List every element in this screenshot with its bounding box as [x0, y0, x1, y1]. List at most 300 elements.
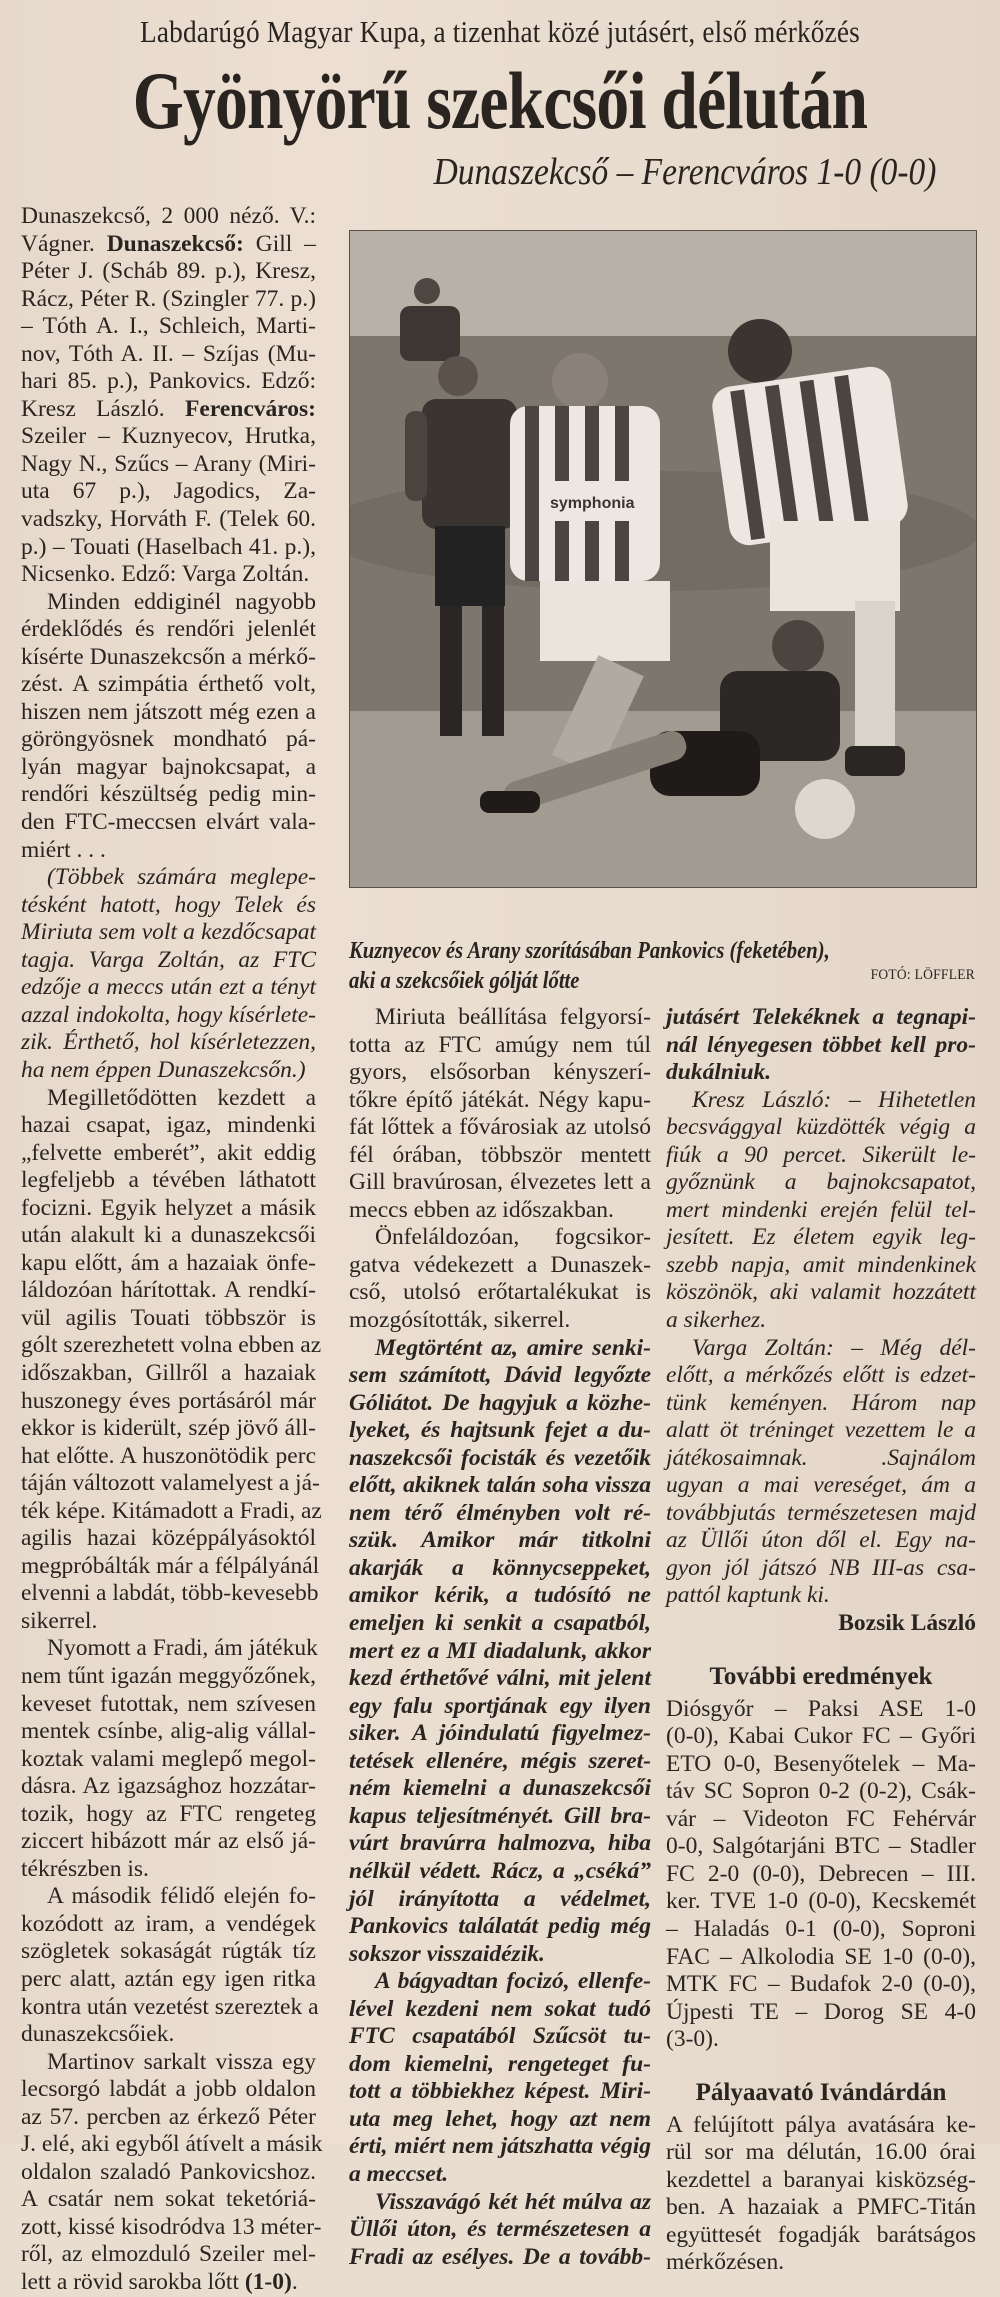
text-run: tozik, hogy az FTC rengeteg	[21, 1800, 316, 1827]
text-run: mert ez a MI diadalunk, akkor	[349, 1637, 651, 1664]
result-line: 0-0, Salgótarjáni BTC – Stadler	[666, 1833, 976, 1860]
article-line	[349, 1720, 651, 1748]
text-run: nem tűnt igazán meggyőzőnek,	[21, 1662, 316, 1689]
article-line	[349, 1335, 651, 1363]
text-run: fiúk a 90 percet. Sikerült le-	[666, 1141, 976, 1168]
text-run: a sikerhez.	[666, 1307, 767, 1334]
article-line	[349, 2216, 651, 2244]
text-run: meccs ebben az időszakban.	[349, 1196, 614, 1223]
text-run: hiszen nem játszott még ezen a	[21, 698, 316, 725]
article-line	[349, 1775, 651, 1803]
article-line	[21, 258, 316, 286]
text-run: kísérte Dunaszekcsőn a mérkő-	[21, 643, 316, 670]
result-line: (0-0), Kabai Cukor FC – Győri	[666, 1723, 976, 1750]
article-line	[349, 1858, 651, 1886]
result-line: FC 2-0 (0-0), Debrecen – III.	[666, 1860, 976, 1887]
article-byline: Bozsik László	[838, 1610, 976, 1637]
text-run: sem számított, Dávid legyőzte	[349, 1362, 651, 1389]
article-line	[21, 1993, 319, 2022]
article-line	[349, 1500, 651, 1528]
text-run: mentek csínbe, alig-alig vállal-	[21, 1718, 316, 1745]
article-line	[21, 1415, 316, 1443]
article-line	[21, 1029, 316, 1057]
article-line	[21, 1388, 316, 1416]
article-line	[349, 2051, 651, 2079]
article-line	[21, 1663, 316, 1691]
text-run: tünk keményen. Három nap	[666, 1389, 976, 1416]
football	[795, 779, 855, 839]
text-run: tagja. Varga Zoltán, az FTC	[21, 946, 316, 973]
article-line	[666, 1582, 976, 1610]
article-line	[21, 1195, 316, 1223]
text-run: Martinov sarkalt vissza egy	[47, 2048, 316, 2075]
stadium-line: A felújított pálya avatására ke-	[666, 2111, 976, 2138]
article-line	[21, 1277, 316, 1305]
text-run: zést. A szimpátia érthető volt,	[21, 671, 316, 698]
text-run: Kresz László.	[21, 395, 186, 422]
article-line	[21, 2186, 316, 2214]
text-run: emeljen ki senkit a csapatból,	[349, 1610, 651, 1637]
section-spacer	[666, 1638, 976, 1652]
photo-caption-line-2: aki a szekcsőiek gólját lőtte	[349, 968, 580, 994]
text-run: szebb napja, amit mindenkinek	[666, 1251, 976, 1278]
text-run: érdeklődés és rendőri jelenlét	[21, 616, 316, 643]
article-line	[21, 2049, 316, 2077]
article-line	[21, 203, 316, 231]
article-line	[21, 699, 316, 727]
text-run: cső, utolsó erőtartalékukat is	[349, 1279, 651, 1306]
article-line	[349, 1279, 651, 1307]
article-line	[21, 644, 316, 672]
text-run: focizni. Egyik helyzet a másik	[21, 1194, 316, 1221]
article-line	[21, 1305, 316, 1333]
article-line	[666, 1197, 976, 1225]
text-run: Nagy N., Szűcs – Arany (Miri-	[21, 450, 316, 477]
article-line	[21, 1608, 316, 1636]
article-line	[21, 974, 316, 1002]
match-photo	[349, 230, 977, 888]
article-line	[666, 1004, 976, 1032]
text-run: győznünk a bajnokcsapatot,	[666, 1169, 976, 1196]
text-run: tékrészben is.	[21, 1855, 149, 1882]
text-run: gyors, elsősorban kényszerí-	[349, 1059, 651, 1086]
text-run: nem térő élményben volt ré-	[349, 1499, 651, 1526]
article-line	[666, 1169, 976, 1197]
article-line	[349, 2023, 651, 2051]
text-run: ték képe. Kitámadott a Fradi, az	[21, 1497, 322, 1524]
article-line	[349, 1417, 651, 1445]
article-line	[21, 561, 316, 589]
article-line	[349, 1665, 651, 1693]
text-run: Vágner.	[21, 230, 107, 257]
article-line	[21, 534, 316, 562]
text-run: edzője a meccs után ezt a tényt	[21, 974, 316, 1001]
text-run: vadszky, Horváth F. (Telek 60.	[21, 506, 316, 533]
article-line	[21, 726, 316, 754]
article-line	[21, 1497, 322, 1526]
article-line	[349, 2133, 651, 2161]
text-run: azzal indokolta, hogy kísérlete-	[21, 1001, 316, 1028]
article-line	[349, 2106, 651, 2134]
photo-caption-line-1: Kuznyecov és Arany szorításában Pankovics (feketében),	[349, 938, 830, 964]
text-run: FTC csapatából Szűcsöt tu-	[349, 2023, 651, 2050]
article-line	[349, 2078, 651, 2106]
article-line	[666, 1527, 976, 1555]
article-line	[21, 1718, 316, 1746]
text-run: lyán magyar bajnokcsapat, a	[21, 753, 316, 780]
text-run: kozódott az iram, a vendégek	[21, 1910, 316, 1937]
text-run: zik. Érthető, hol kísérletezzen,	[21, 1029, 316, 1056]
article-line	[21, 1470, 320, 1498]
text-run: p.) – Touati (Haselbach 41. p.),	[21, 533, 316, 560]
result-line: ETO 0-0, Besenyőtelek – Ma-	[666, 1750, 976, 1777]
article-line	[21, 2241, 316, 2269]
article-line	[21, 423, 316, 451]
article-line	[21, 1773, 316, 1801]
text-run: Miriuta sem volt a kezdőcsapat	[21, 919, 316, 946]
text-run: becsvággyal küzdötték végig a	[666, 1114, 976, 1141]
article-line	[21, 506, 316, 534]
text-run: dásra. Az igazsághoz hozzátar-	[21, 1773, 316, 1800]
jersey-sponsor-text: symphonia	[550, 495, 635, 512]
article-line	[666, 1362, 976, 1390]
text-run: köszönök, aki valamit hozzátett	[666, 1279, 976, 1306]
article-column-1	[21, 203, 323, 2297]
result-line: – Haladás 0-1 (0-0), Soproni	[666, 1915, 976, 1942]
text-run: Pankovics találatát pedig még	[349, 1913, 651, 1940]
bold-text-run: Dunaszekcső:	[106, 230, 244, 257]
text-run: – Tóth A. I., Schleich, Marti-	[21, 313, 316, 340]
article-line	[21, 1222, 316, 1250]
article-line	[21, 2269, 316, 2297]
article-line	[21, 1167, 316, 1195]
text-run: ha nem éppen Dunaszekcsőn.)	[21, 1056, 306, 1083]
text-run: gyon jól játszó NB III-as csa-	[666, 1554, 976, 1581]
article-line	[21, 1856, 316, 1884]
article-line	[21, 2131, 323, 2159]
article-line	[349, 1582, 651, 1610]
article-line	[21, 2021, 316, 2049]
text-run: akarják a könnycseppeket,	[349, 1554, 651, 1581]
article-line	[349, 1527, 651, 1555]
article-line	[21, 1746, 316, 1774]
text-run: mozgósították, sikerrel.	[349, 1307, 571, 1334]
text-run: kezd érthetővé válni, mit jelent	[349, 1665, 651, 1692]
result-line: táv SC Sopron 0-2 (0-2), Csák-	[666, 1778, 976, 1805]
text-run: Megtörtént az, amire senki-	[375, 1334, 651, 1361]
text-run: kapus teljesítményét. Gill bra-	[349, 1802, 651, 1829]
article-line	[21, 478, 316, 506]
text-run: amikor kérik, a tudósító ne	[349, 1582, 651, 1609]
text-run: Nicsenko. Edző: Varga Zoltán.	[21, 561, 310, 588]
article-line	[349, 1610, 651, 1638]
article-line	[21, 1250, 316, 1278]
article-line	[349, 1390, 651, 1418]
article-column-3	[666, 1004, 976, 2277]
text-run: tőkre építő játékát. Négy kapu-	[349, 1086, 651, 1113]
text-run: szögletek sokaságát rúgták tíz	[21, 1938, 316, 1965]
article-line	[21, 1635, 316, 1663]
text-run: kapu előtt, ám a hazaiak önfe-	[21, 1249, 316, 1276]
text-run: .	[291, 2269, 298, 2296]
text-run: Kresz László: – Hihetetlen	[692, 1086, 976, 1113]
article-line	[21, 589, 316, 617]
text-run: tott a többiekhez képest. Miri-	[349, 2078, 651, 2105]
text-run: J. elé, aki egyből átívelt a másik	[21, 2131, 323, 2158]
text-run: pattól kaptunk ki.	[666, 1582, 830, 1609]
article-line	[349, 1830, 651, 1858]
text-run: lével kezdeni nem sokat tudó	[349, 1995, 651, 2022]
article-line	[666, 1087, 976, 1115]
text-run: A csatár nem sokat teketóriá-	[21, 2186, 316, 2213]
text-run: jesített. Ez életem egyik leg-	[666, 1224, 976, 1251]
referee-figure	[422, 399, 517, 529]
article-line	[666, 1252, 976, 1280]
article-line	[21, 809, 316, 837]
article-line	[349, 2161, 651, 2189]
results-section-title: További eredmények	[709, 1662, 933, 1690]
article-line	[21, 231, 316, 259]
article-line	[21, 341, 316, 369]
article-line	[21, 1938, 316, 1966]
text-run: keveset futottak, nem szívesen	[21, 1690, 316, 1717]
article-line	[21, 1332, 322, 1360]
text-run: előtt, akiknek talán soha vissza	[349, 1472, 651, 1499]
article-line	[349, 1197, 651, 1225]
text-run: den FTC-meccsen elvárt vala-	[21, 809, 316, 836]
result-line: vár – Videoton FC Fehérvár	[666, 1805, 976, 1832]
text-run: Rácz, Péter R. (Szingler 77. p.)	[21, 285, 316, 312]
text-run: szük. Amikor már titkolni	[349, 1527, 651, 1554]
article-line	[349, 1941, 651, 1969]
result-line: Diósgyőr – Paksi ASE 1-0	[666, 1695, 976, 1722]
text-run: sokszor visszaidézik.	[349, 1940, 545, 1967]
article-line	[21, 313, 316, 341]
stadium-line: rül sor ma délután, 16.00 órai	[666, 2139, 976, 2166]
article-line	[666, 1114, 976, 1142]
result-line: ker. TVE 1-0 (0-0), Kecskemét	[666, 1888, 976, 1915]
text-run: naszekcsői focisták és vezetőik	[349, 1444, 651, 1471]
article-line	[349, 1224, 651, 1252]
article-line	[21, 451, 316, 479]
text-run: kontra után vezetést szereztek a	[21, 1993, 319, 2020]
article-line	[21, 2076, 316, 2104]
text-run: az 57. percben az érkező Péter	[21, 2103, 316, 2130]
text-run: A második félidő elején fo-	[47, 1883, 316, 1910]
text-run: játékosaimnak. .Sajnálom	[666, 1444, 976, 1471]
text-run: Minden eddiginél nagyobb	[47, 588, 316, 615]
text-run: láldozóan hárítottak. A rendkí-	[21, 1277, 316, 1304]
article-line	[349, 1087, 651, 1115]
bold-text-run: Ferencváros:	[185, 395, 316, 422]
text-run: ziccert hibázott már az első já-	[21, 1828, 316, 1855]
text-run: koztak valami meglepő megol-	[21, 1745, 316, 1772]
text-run: „felvette emberét”, akit eddig	[21, 1139, 316, 1166]
text-run: Miriuta beállítása felgyorsí-	[375, 1004, 651, 1030]
text-run: hari 85. p.), Pankovics. Edző:	[21, 368, 316, 395]
text-run: előtt, a mérkőzés előtt is edzet-	[666, 1362, 976, 1389]
text-run: vúrt bravúrra halmozva, hiba	[349, 1830, 651, 1857]
text-run: fát lőttek a fővárosiak az utolsó	[349, 1114, 651, 1141]
article-line	[666, 1059, 976, 1087]
article-line	[349, 1142, 651, 1170]
text-run: hazai csapat, igaz, mindenki	[21, 1112, 316, 1139]
text-run: alatt öt tréninget vezettem le a	[666, 1417, 976, 1444]
stadium-section-title: Pályaavató Ivándárdán	[695, 2078, 947, 2106]
article-line	[349, 1968, 651, 1996]
text-run: Szeiler – Kuznyecov, Hrutka,	[21, 423, 316, 450]
result-line: (3-0).	[666, 2026, 719, 2053]
article-line	[21, 1057, 316, 1085]
text-run: táján változott valamelyest a já-	[21, 1470, 320, 1497]
article-line	[21, 1002, 316, 1030]
article-line	[21, 2104, 316, 2132]
result-line: Újpesti TE – Dorog SE 4-0	[666, 1998, 976, 2025]
photo-credit: FOTÓ: LÖFFLER	[870, 967, 975, 983]
text-run: dukálniuk.	[666, 1059, 772, 1086]
article-line	[349, 1803, 651, 1831]
text-run: perc alatt, aztán egy igen ritka	[21, 1966, 316, 1992]
article-line	[21, 1443, 316, 1471]
article-line	[21, 864, 316, 892]
article-line	[21, 1085, 316, 1113]
text-run: hat előtte. A huszonötödik perc	[21, 1442, 316, 1469]
text-run: A bágyadtan focizó, ellenfe-	[375, 1968, 651, 1995]
article-line	[21, 1360, 316, 1388]
article-line	[21, 2159, 316, 2187]
text-run: elvenni a labdát, több-kevesebb	[21, 1580, 319, 1607]
article-line	[349, 1748, 651, 1776]
article-line	[349, 1362, 651, 1390]
text-run: egy falu sportjának egy ilyen	[349, 1692, 651, 1719]
text-run: Üllői úton, és természetesen a	[349, 2216, 651, 2243]
article-line	[666, 1472, 976, 1500]
text-run: nélkül védett. Rácz, a „cséká”	[349, 1857, 651, 1884]
text-run: ekkor is kiderült, szép jövő áll-	[21, 1415, 316, 1442]
text-run: miért . . .	[21, 836, 106, 863]
article-line	[21, 1883, 316, 1911]
text-run: Nyomott a Fradi, ám játékuk	[47, 1635, 318, 1662]
article-line	[21, 396, 316, 424]
article-line	[21, 1140, 316, 1168]
article-subhead: Dunaszekcső – Ferencváros 1-0 (0-0)	[433, 151, 937, 193]
text-run: nál lényegesen többet kell pro-	[666, 1031, 976, 1058]
article-line	[349, 1307, 651, 1335]
article-line	[21, 368, 316, 396]
text-run: totta az FTC amúgy nem túl	[349, 1031, 651, 1058]
article-line	[666, 1279, 976, 1307]
article-headline: Gyönyörű szekcsői délután	[132, 55, 868, 146]
article-line	[21, 1911, 316, 1939]
text-run: agilis hazai középpályásoktól	[21, 1525, 316, 1552]
text-run: ugyan a mai vereséget, ám a	[666, 1472, 976, 1499]
article-line	[349, 2189, 651, 2217]
result-line: FAC – Alkolodia SE 1-0 (0-0),	[666, 1943, 976, 1970]
article-line	[21, 1966, 316, 1994]
article-line	[21, 754, 316, 782]
text-run: dom kiemelni, rengeteget fu-	[349, 2050, 651, 2077]
article-line	[349, 1913, 651, 1941]
text-run: sikerrel.	[21, 1607, 98, 1634]
match-photo-illustration	[350, 231, 976, 887]
text-run: tésként hatott, hogy Telek és	[21, 891, 316, 918]
article-line	[349, 1004, 651, 1032]
stadium-line: mérkőzésen.	[666, 2249, 785, 2276]
article-line	[21, 671, 316, 699]
text-run: Gill bravúrosan, élvezetes lett a	[349, 1169, 651, 1196]
text-run: vül agilis Touati többször is	[21, 1304, 316, 1331]
article-line	[21, 1801, 316, 1829]
article-line	[666, 1142, 976, 1170]
text-run: ről, az elmozduló Szeiler mel-	[21, 2241, 316, 2268]
article-line	[349, 1886, 651, 1914]
text-run: mert mindenki erején felül tel-	[666, 1196, 976, 1223]
text-run: gatva védekezett a Dunaszek-	[349, 1251, 651, 1278]
bold-text-run: (1-0)	[244, 2269, 292, 2296]
article-line	[666, 1417, 976, 1445]
text-run: gólt szerezhetett volna ebben az	[21, 1332, 322, 1359]
text-run: Gill –	[243, 230, 316, 257]
article-line	[21, 616, 316, 644]
article-line	[21, 1552, 320, 1581]
text-run: után alakult ki a dunaszekcsői	[21, 1222, 316, 1249]
text-run: időszakban, Gillről a hazaiak	[21, 1359, 316, 1386]
article-line	[21, 919, 316, 947]
text-run: lecsorgó labdát a jobb oldalon	[21, 2076, 316, 2103]
section-spacer	[666, 2054, 976, 2068]
text-run: huszonegy éves portásáról már	[21, 1387, 316, 1414]
text-run: legfeljebb a tévében láthatott	[21, 1167, 316, 1194]
article-line	[349, 1555, 651, 1583]
article-line	[21, 2213, 322, 2242]
text-run: tetések ellenére, mégis szeret-	[349, 1747, 651, 1774]
text-run: megpróbálták már a félpályánál	[21, 1552, 320, 1579]
stadium-line: ben. A hazaiak a PMFC-Titán	[666, 2194, 976, 2221]
article-kicker: Labdarúgó Magyar Kupa, a tizenhat közé jutásért, első mérkőzés	[140, 14, 860, 49]
article-line	[666, 1224, 976, 1252]
article-line	[666, 1555, 976, 1583]
article-line	[21, 1525, 316, 1553]
stadium-line: együttesét fogadják barátságos	[666, 2221, 976, 2248]
article-line	[21, 781, 316, 809]
article-line	[666, 1307, 976, 1335]
article-column-2	[349, 1004, 651, 2271]
text-run: oldalon szaladó Pankovicshoz.	[21, 2158, 316, 2185]
article-line	[21, 286, 316, 314]
stadium-news-body	[666, 2112, 976, 2277]
article-line	[21, 1112, 316, 1140]
results-list	[666, 1696, 976, 2054]
text-run: fél órában, többször mentett	[349, 1141, 651, 1168]
article-line	[349, 1693, 651, 1721]
article-line	[21, 1691, 316, 1719]
text-run: Visszavágó két hét múlva az	[375, 2188, 651, 2215]
article-line	[666, 1500, 976, 1528]
text-run: (Többek számára meglepe-	[47, 864, 316, 891]
text-run: uta meg lehet, hogy azt nem	[349, 2105, 651, 2132]
article-line	[349, 1059, 651, 1087]
article-line	[21, 837, 316, 865]
article-line	[21, 1828, 316, 1856]
article-line	[666, 1445, 976, 1473]
result-line: MTK FC – Budafok 2-0 (0-0),	[666, 1971, 976, 1998]
text-run: érti, miért nem játszhatta végig	[349, 2133, 651, 2160]
stadium-line: kezdettel a baranyai kisközség-	[666, 2166, 976, 2193]
text-run: Dunaszekcső, 2 000 néző. V.:	[21, 203, 316, 229]
article-column-3-body	[666, 1004, 976, 1610]
text-run: uta 67 p.), Jagodics, Za-	[21, 478, 316, 505]
text-run: ném kiemelni a dunaszekcsői	[349, 1775, 651, 1802]
